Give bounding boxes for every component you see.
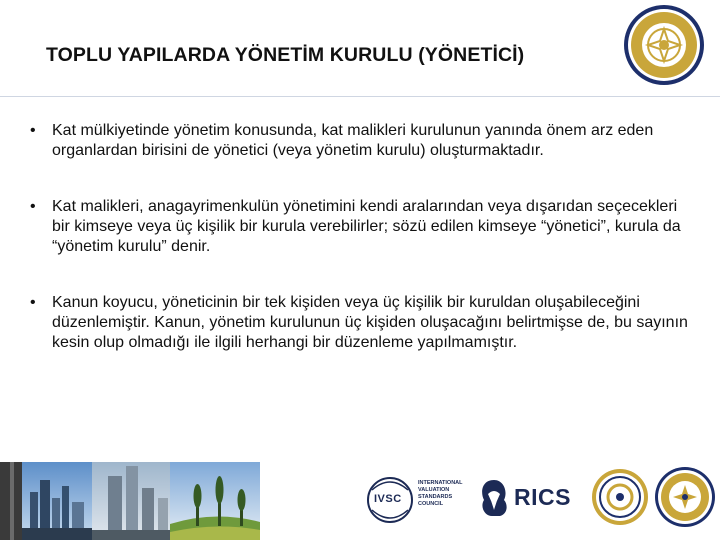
bullet-item [30,121,690,161]
ivsc-text: INTERNATIONAL VALUATION STANDARDS COUNCIL [418,480,463,507]
title-divider [0,96,720,97]
bullet-text: Kat mülkiyetinde yönetim konusunda, kat malikleri kurulunun yanında önem arz eden organlardan birisini de yönetici (veya yönetim kurulu) oluşturmaktadır. [52,122,654,159]
gold-seal-icon [590,464,650,530]
bullet-text: Kat malikleri, anagayrimenkulün yönetimini kendi aralarından veya dışarıdan seçecekleri bir kimseye veya üç kişilik bir kurula verebilirler; sözü edilen kimseye “yönetici”, kurula da “yönetim kurulu” denir. [52,198,681,255]
slide-title: TOPLU YAPILARDA YÖNETİM KURULU (YÖNETİCİ) [46,44,525,66]
university-seal-icon [654,464,716,530]
ivsc-abbrev: IVSC [374,493,402,505]
bullet-item [30,197,690,257]
bullet-item [30,293,690,353]
bullet-dot: • [30,198,36,215]
bullet-dot: • [30,122,36,139]
rics-logo [474,466,580,530]
city-photo-strip [0,462,260,540]
bullet-dot: • [30,294,36,311]
university-seal-icon [622,3,706,87]
ivsc-logo [366,466,462,530]
rics-lion-icon [474,466,514,530]
rics-wordmark: RICS [514,484,571,510]
bullet-list [30,121,690,353]
bullet-text: Kanun koyucu, yöneticinin bir tek kişiden veya üç kişilik bir kuruldan oluşabileceğini düzenlemiştir. Kanun, yönetim kurulunun üç kişiden oluşacağını belirtmişse de, bu sayının kesin olup olmadığı ile ilgili herhangi bir düzenleme yapılmamıştır. [52,294,688,351]
